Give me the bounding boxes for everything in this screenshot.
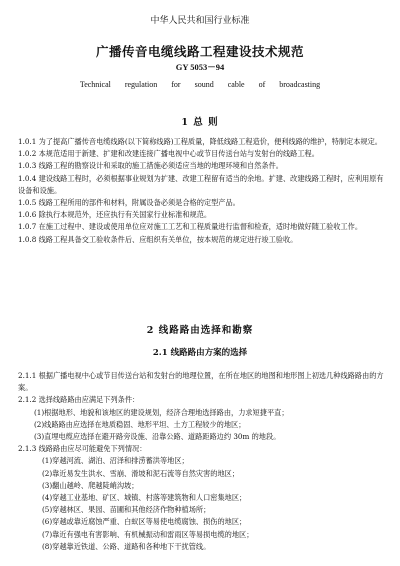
- paragraph-1-0-7: 1.0.7 在施工过程中、建设或使用单位应对施工工艺和工程质量进行监督和检查，适时地做好随工验收工作。: [18, 222, 363, 232]
- standard-header: 中华人民共和国行业标准: [150, 16, 250, 26]
- list-item-2-1-3-7: (7)靠近有强电有害影响、有机械振动和雷雨区等易损电缆的地区；: [42, 529, 254, 539]
- list-item-2-1-3-3: (3)翻山越岭、爬越陡峭沟坡；: [42, 480, 139, 490]
- section-2-heading: 2 线路路由选择和勘察: [146, 325, 254, 336]
- section-1-body: [18, 136, 384, 246]
- list-item-2-1-2-3: (3)直埋电缆应选择在避开路旁设施、沿靠公路、道路距路边约 30m 的地段。: [34, 432, 281, 442]
- list-item-2-1-3-5: (5)穿越林区、果园、苗圃和其他经济作物种植场所；: [42, 505, 211, 515]
- list-item-2-1-3-8: (8)穿越靠近铁道、公路、道路和各种地下干扰管线。: [42, 541, 211, 551]
- paragraph-2-1-3: 2.1.3 线路路由应尽可能避免下列情况：: [18, 444, 147, 454]
- list-item-2-1-3-1: (1)穿越河流、湖泊、沼泽和排涝蓄洪等地区；: [42, 456, 189, 466]
- list-item-2-1-2-1: (1)根据地形、地貌和该地区的建设规划，经济合理地选择路由，力求短捷平直；: [34, 407, 289, 417]
- document-title: 广播传音电缆线路工程建设技术规范: [95, 44, 304, 59]
- paragraph-1-0-3: 1.0.3 线路工程的勘察设计和采取的施工措施必须适应当地的地理环境和自然条件。: [18, 161, 283, 171]
- paragraph-1-0-2: 1.0.2 本规范适用于新建、扩建和改建连接广播电视中心或节目传送台站与发射台的线路工程。: [18, 149, 319, 159]
- list-item-2-1-3-4: (4)穿越工业基地、矿区、城镇、村落等建筑物和人口密集地区；: [42, 493, 247, 503]
- section-2-body: [18, 370, 384, 553]
- list-item-2-1-3-2: (2)靠近易发生洪水、雪崩、滑坡和泥石流等自然灾害的地区；: [42, 468, 240, 478]
- list-item-2-1-2-2: (2)线路路由应选择在地质稳固、地形平坦、土方工程较少的地区；: [34, 419, 246, 429]
- section-2-1-heading: 2.1 线路路由方案的选择: [152, 348, 248, 358]
- english-title: Technical regulation for sound cable of broadcasting: [79, 80, 321, 89]
- paragraph-1-0-4: 1.0.4 建设线路工程时，必须根据事业规划为扩建、改建工程留有适当的余地。扩建、改建线路工程时，应利用原有设备和设施。: [18, 173, 384, 195]
- paragraph-2-1-1: 2.1.1 根据广播电视中心或节目传送台站和发射台的地理位置，在所在地区的地图和地形图上初选几种线路路由的方案。: [18, 371, 384, 393]
- paragraph-1-0-1: 1.0.1 为了提高广播传音电缆线路(以下简称线路)工程质量，降低线路工程造价，便利线路的维护，特制定本规定。: [18, 137, 382, 146]
- paragraph-1-0-5: 1.0.5 线路工程所用的部件和材料，附属设备必须是合格的定型产品。: [18, 198, 240, 208]
- paragraph-1-0-8: 1.0.8 线路工程具备交工验收条件后、应组织有关单位，按本规范的规定进行竣工验收。: [18, 234, 298, 244]
- paragraph-2-1-2: 2.1.2 选择线路路由应满足下列条件：: [18, 395, 140, 405]
- standard-code: GY 5053－94: [175, 62, 225, 72]
- list-item-2-1-3-6: (6)穿越或靠近腐蚀严重、白蚁区等易使电缆腐蚀、损伤的地区；: [42, 517, 247, 527]
- paragraph-1-0-6: 1.0.6 除执行本规范外，还应执行有关国家行业标准和规范。: [18, 210, 212, 220]
- section-1-heading: 1 总 则: [181, 117, 219, 128]
